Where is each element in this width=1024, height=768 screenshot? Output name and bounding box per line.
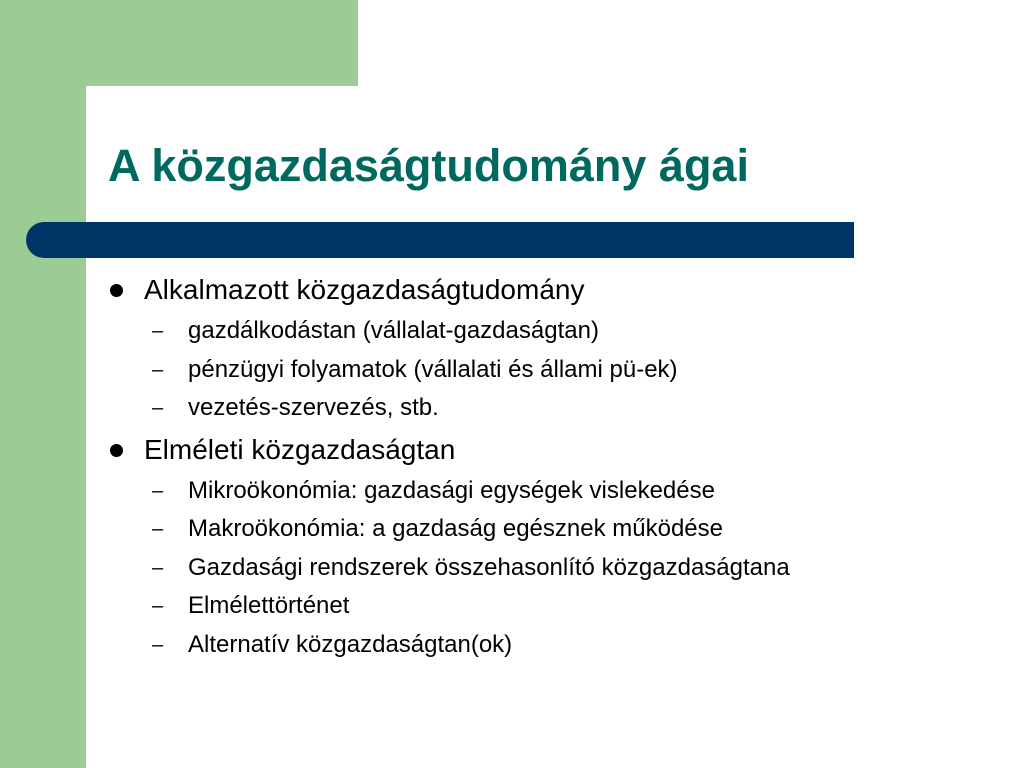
sub-bullet-text: Elmélettörténet [188, 592, 350, 619]
sub-bullet-item [100, 474, 1000, 513]
sub-bullet-text: gazdálkodástan (vállalat-gazdaságtan) [188, 317, 599, 344]
sub-bullet-text: Makroökonómia: a gazdaság egésznek működése [188, 515, 723, 542]
sub-bullet-item [100, 551, 1000, 590]
sub-bullet-item [100, 628, 1000, 667]
slide-title: A közgazdaságtudomány ágai [108, 140, 749, 191]
sub-bullet-text: Alternatív közgazdaságtan(ok) [188, 630, 513, 658]
bullet-item-applied-economics [100, 270, 1000, 314]
sub-bullet-text: Gazdasági rendszerek összehasonlító közgazdaságtana [188, 553, 790, 581]
dash-icon: – [152, 633, 164, 656]
dash-icon: – [152, 595, 164, 617]
sub-bullet-item [100, 314, 1000, 353]
sub-bullet-text: Mikroökonómia: gazdasági egységek vislekedése [188, 476, 715, 504]
sub-bullet-item [100, 353, 1000, 392]
bullet-heading: Alkalmazott közgazdaságtudomány [144, 274, 585, 305]
sub-bullet-text: vezetés-szervezés, stb. [188, 394, 439, 421]
bullet-heading: Elméleti közgazdaságtan [144, 433, 456, 465]
title-underline-bar [26, 222, 854, 258]
dash-icon: – [152, 556, 164, 579]
sub-bullet-item [100, 589, 1000, 628]
sub-bullet-text: pénzügyi folyamatok (vállalati és állami pü-ek) [188, 355, 678, 383]
dash-icon: – [152, 358, 164, 381]
green-side-stripe [0, 0, 86, 768]
dash-icon: – [152, 518, 164, 540]
dash-icon: – [152, 479, 164, 502]
bullet-dot-icon [110, 284, 123, 297]
sub-bullet-item [100, 391, 1000, 430]
green-top-block [86, 0, 358, 86]
sub-bullet-item [100, 512, 1000, 551]
bullet-item-theoretical-economics [100, 430, 1000, 474]
dash-icon: – [152, 397, 164, 419]
dash-icon: – [152, 320, 164, 342]
bullet-dot-icon [110, 444, 123, 457]
bullet-list [100, 270, 1000, 666]
